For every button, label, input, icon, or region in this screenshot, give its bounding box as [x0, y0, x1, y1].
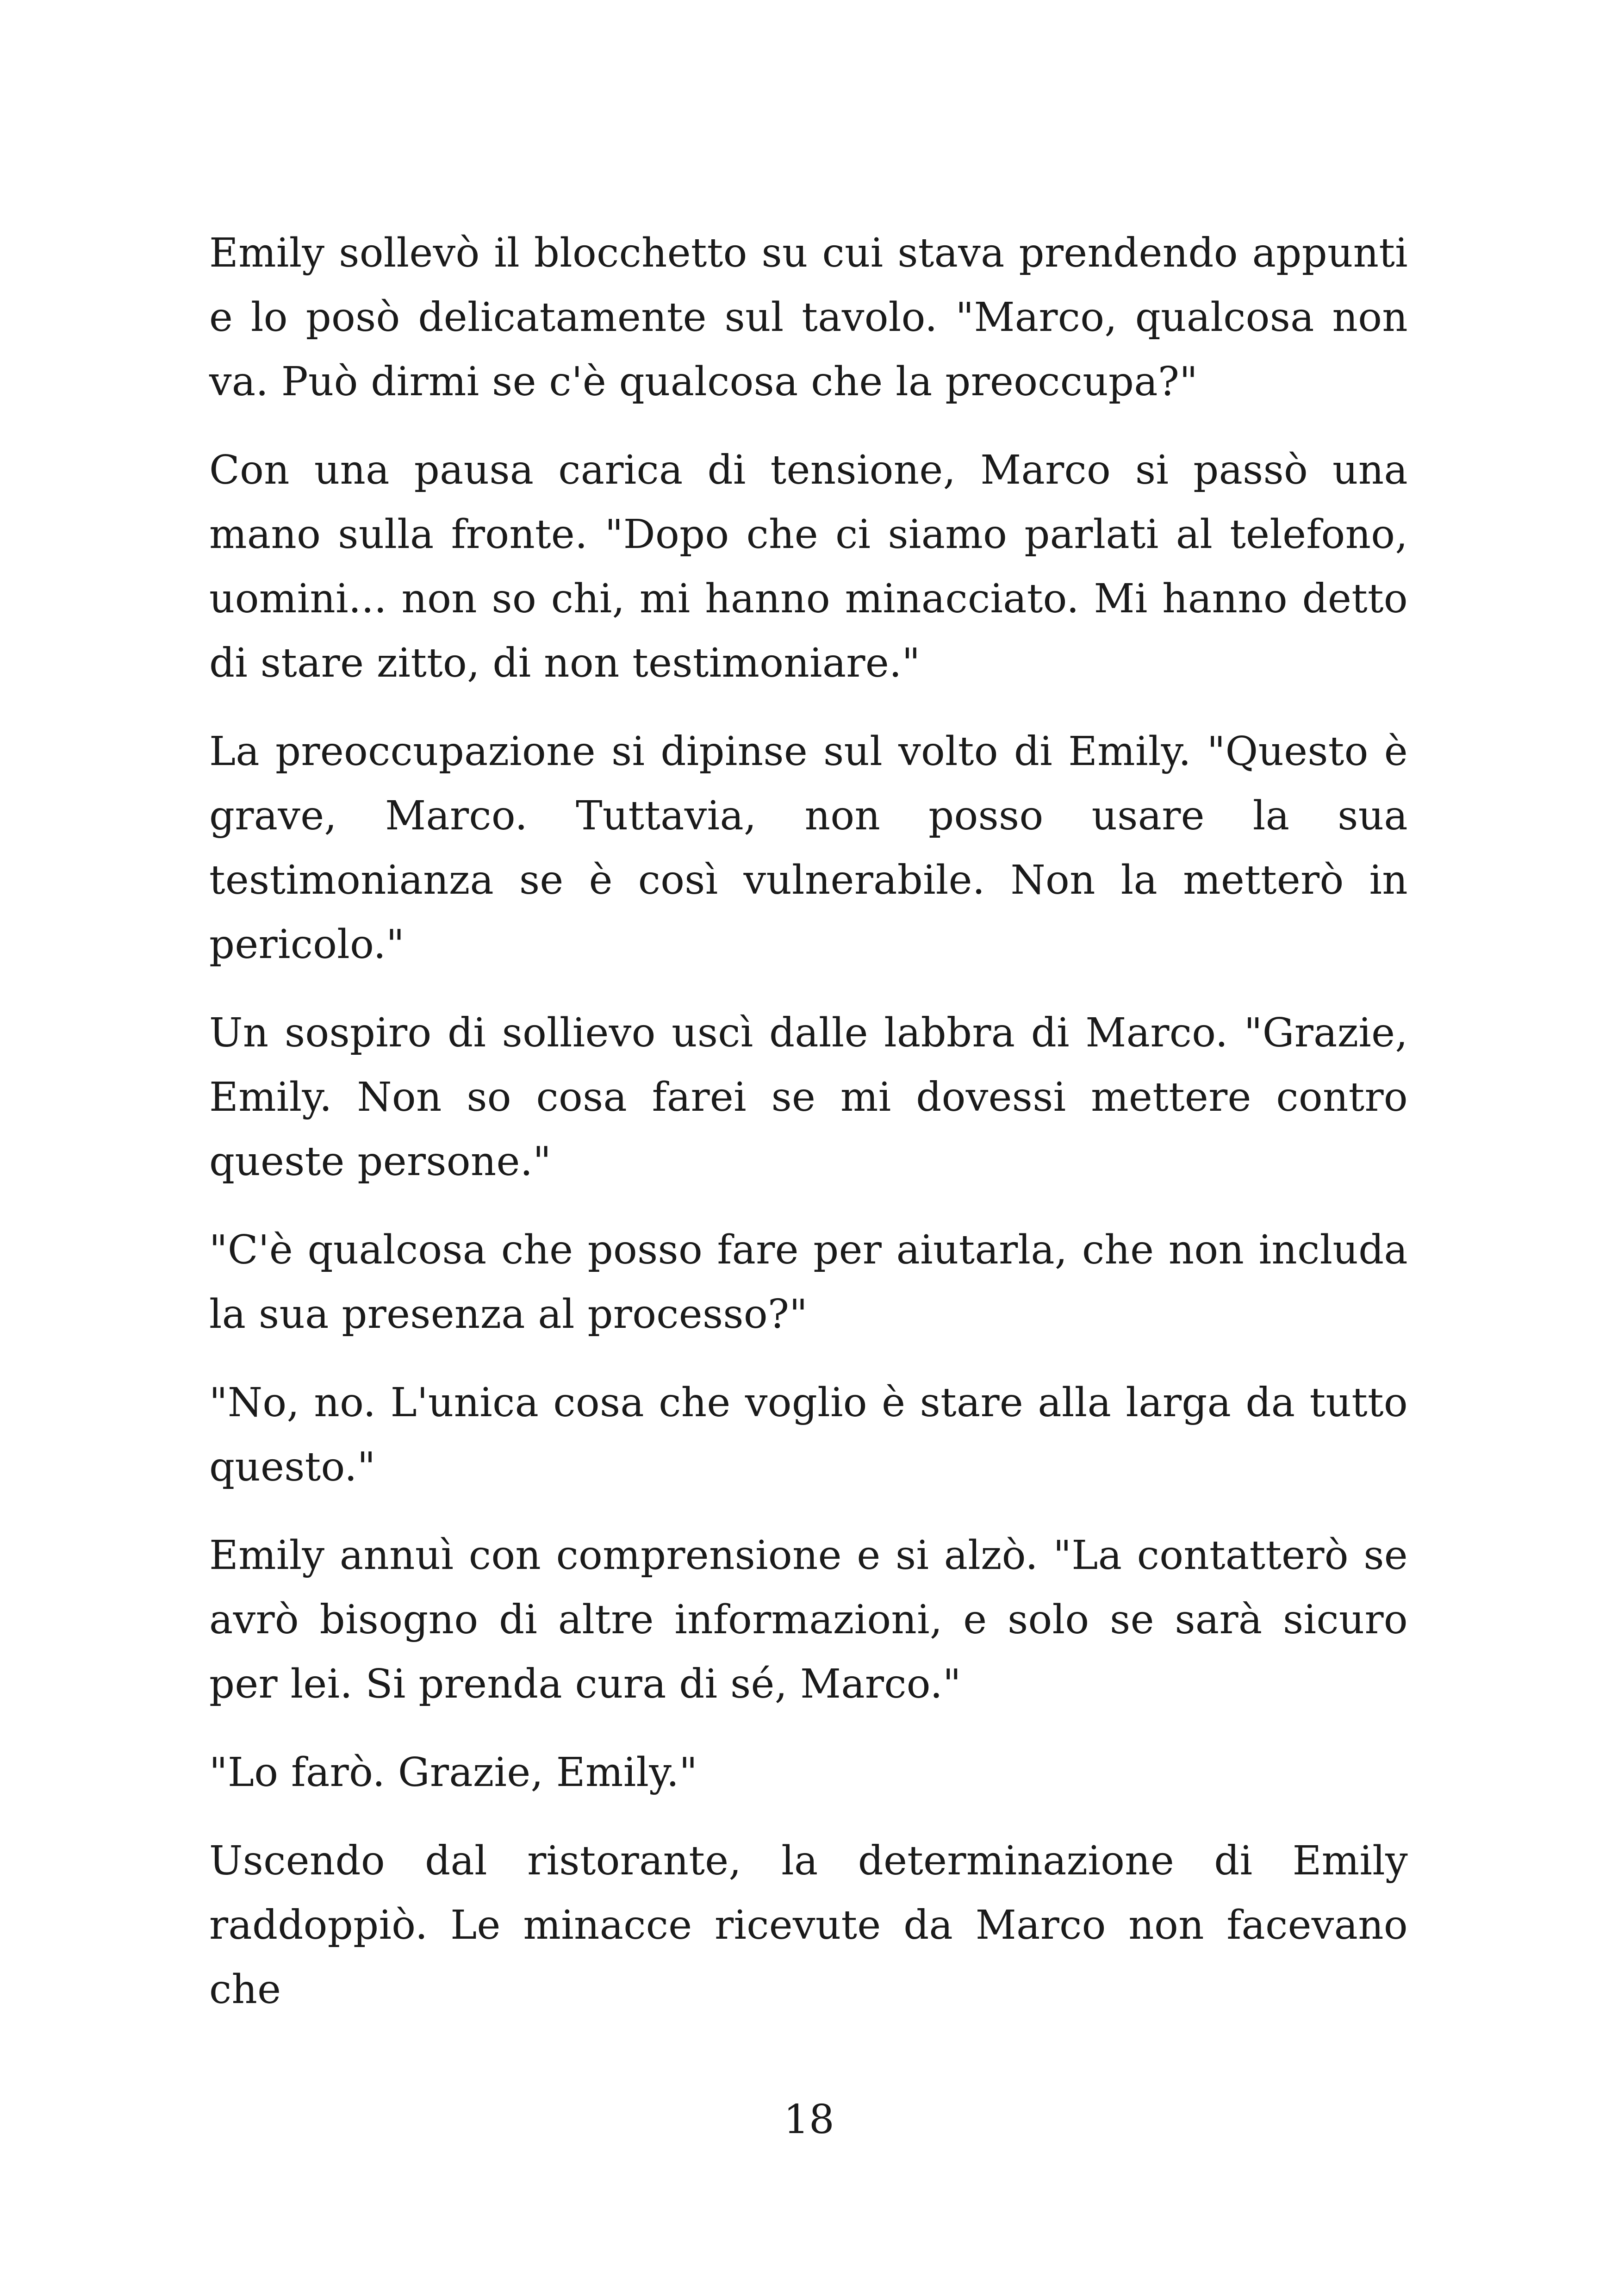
paragraph: Emily annuì con comprensione e si alzò. "La contatterò se avrò bisogno di altre informazioni, e solo se sarà sicuro per lei. Si prenda cura di sé, Marco.": [209, 1532, 1408, 1707]
paragraph: Emily sollevò il blocchetto su cui stava prendendo appunti e lo posò delicatamente sul tavolo. "Marco, qualcosa non va. Può dirmi se c'è qualcosa che la preoccupa?": [209, 230, 1408, 405]
paragraph: "No, no. L'unica cosa che voglio è stare alla larga da tutto questo.": [209, 1380, 1408, 1490]
paragraph: Uscendo dal ristorante, la determinazione di Emily raddoppiò. Le minacce ricevute da Marco non facevano che: [209, 1838, 1408, 2013]
paragraph: "C'è qualcosa che posso fare per aiutarla, che non includa la sua presenza al processo?": [209, 1227, 1408, 1338]
paragraph: La preoccupazione si dipinse sul volto di Emily. "Questo è grave, Marco. Tuttavia, non posso usare la sua testimonianza se è così vulnerabile. Non la metterò in pericolo.": [209, 728, 1408, 968]
paragraph: "Lo farò. Grazie, Emily.": [209, 1749, 698, 1796]
paragraph: Con una pausa carica di tensione, Marco si passò una mano sulla fronte. "Dopo che ci siamo parlati al telefono, uomini... non so chi, mi hanno minacciato. Mi hanno detto di stare zitto, di non testimoniare.": [209, 447, 1408, 686]
page-body: [209, 221, 1408, 2046]
paragraph: Un sospiro di sollievo uscì dalle labbra di Marco. "Grazie, Emily. Non so cosa farei se mi dovessi mettere contro queste persone.": [209, 1010, 1408, 1185]
page-number: 18: [784, 2097, 834, 2143]
